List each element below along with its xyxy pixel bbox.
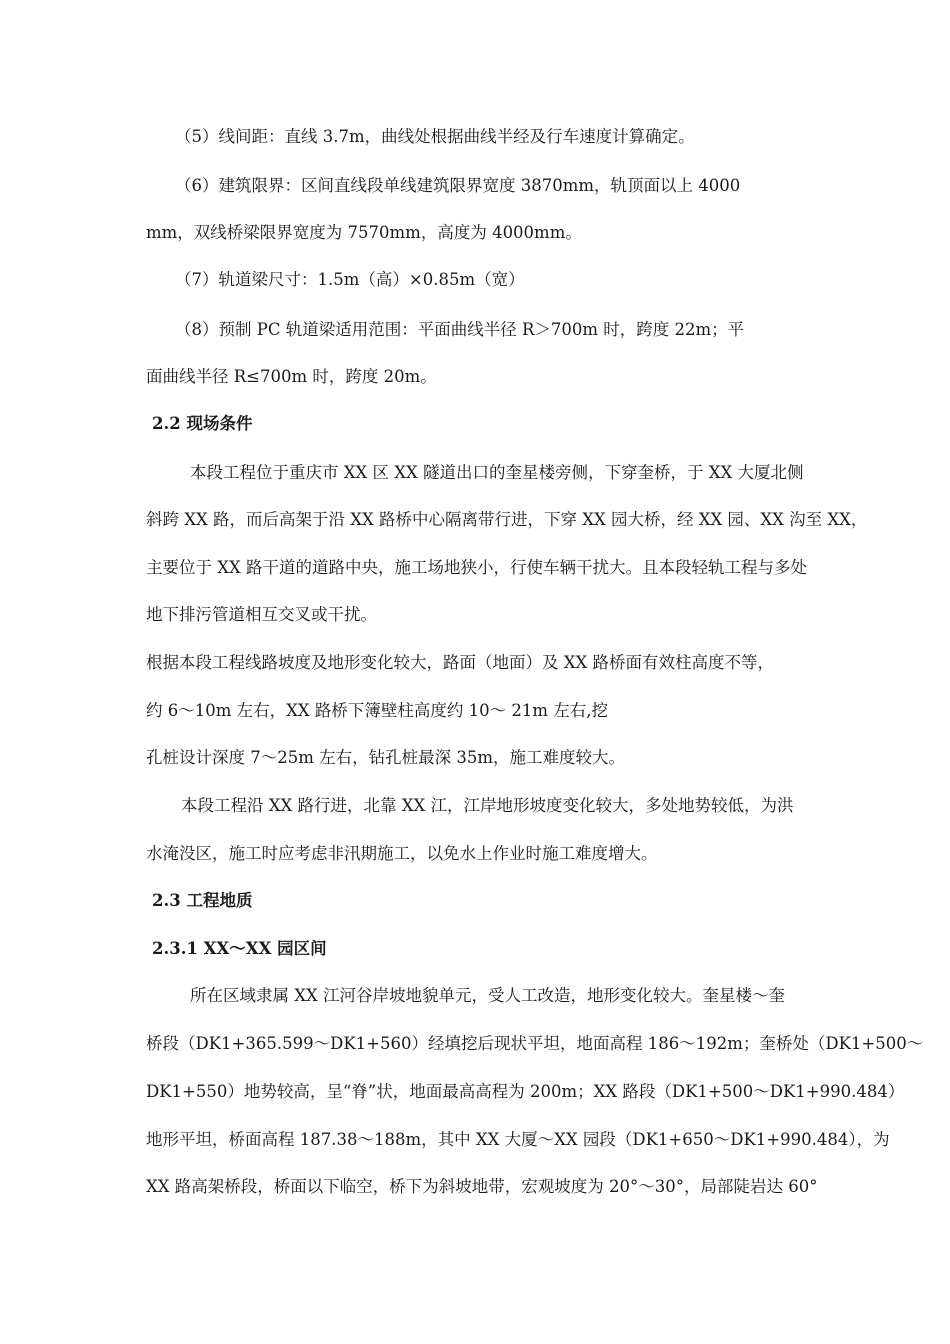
paragraph-line: 约 6～10m 左右，XX 路桥下簿壁柱高度约 10～ 21m 左右,挖: [146, 701, 608, 720]
paragraph-line: 主要位于 XX 路干道的道路中央，施工场地狭小，行使车辆干扰大。且本段轻轨工程与多处: [146, 558, 807, 577]
paragraph-line: （6）建筑限界：区间直线段单线建筑限界宽度 3870mm，轨顶面以上 4000: [175, 176, 741, 195]
paragraph-line: 斜跨 XX 路，而后高架于沿 XX 路桥中心隔离带行进，下穿 XX 园大桥，经 XX 园、XX 沟至 XX，: [146, 510, 868, 529]
subsection-heading: 2.3.1 XX～XX 园区间: [152, 939, 327, 958]
paragraph-line: 地形平坦，桥面高程 187.38～188m，其中 XX 大厦～XX 园段（DK1+650～DK1+990.484），为: [146, 1130, 890, 1149]
paragraph-line: 地下排污管道相互交叉或干扰。: [146, 605, 377, 624]
section-heading: 2.2 现场条件: [152, 414, 253, 433]
paragraph-line: 根据本段工程线路坡度及地形变化较大，路面（地面）及 XX 路桥面有效柱高度不等，: [146, 653, 774, 672]
paragraph-line: DK1+550）地势较高，呈“脊”状，地面最高高程为 200m；XX 路段（DK1+500～DK1+990.484）: [146, 1082, 905, 1101]
paragraph-line: （5）线间距：直线 3.7m，曲线处根据曲线半经及行车速度计算确定。: [175, 127, 695, 146]
paragraph-line: 本段工程位于重庆市 XX 区 XX 隧道出口的奎星楼旁侧，下穿奎桥，于 XX 大厦北侧: [190, 463, 804, 482]
paragraph-line: XX 路高架桥段，桥面以下临空，桥下为斜坡地带，宏观坡度为 20°～30°，局部陡岩达 60°: [146, 1177, 818, 1196]
paragraph-line: （8）预制 PC 轨道梁适用范围：平面曲线半径 R＞700m 时，跨度 22m；平: [175, 320, 745, 339]
paragraph-line: 孔桩设计深度 7～25m 左右，钻孔桩最深 35m，施工难度较大。: [146, 748, 626, 767]
paragraph-line: mm，双线桥梁限界宽度为 7570mm，高度为 4000mm。: [146, 223, 582, 242]
paragraph-line: 桥段（DK1+365.599～DK1+560）经填挖后现状平坦，地面高程 186～192m；奎桥处（DK1+500～: [146, 1034, 924, 1053]
paragraph-line: 面曲线半径 R≤700m 时，跨度 20m。: [146, 367, 437, 386]
section-heading: 2.3 工程地质: [152, 891, 253, 910]
paragraph-line: 水淹没区，施工时应考虑非汛期施工，以免水上作业时施工难度增大。: [146, 844, 658, 863]
paragraph-line: （7）轨道梁尺寸：1.5m（高）×0.85m（宽）: [175, 270, 525, 289]
paragraph-line: 本段工程沿 XX 路行进，北靠 XX 江，江岸地形坡度变化较大，多处地势较低，为洪: [181, 796, 794, 815]
paragraph-line: 所在区域隶属 XX 江河谷岸坡地貌单元，受人工改造，地形变化较大。奎星楼～奎: [190, 986, 785, 1005]
